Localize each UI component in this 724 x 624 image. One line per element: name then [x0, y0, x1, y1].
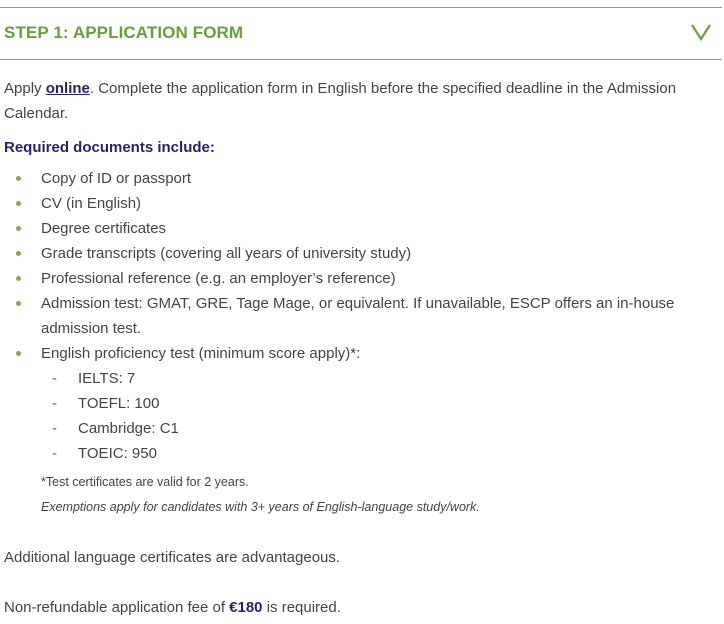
- list-item: [4, 191, 720, 216]
- additional-certificates-text: Additional language certificates are advantageous.: [4, 549, 341, 566]
- apply-online-link[interactable]: online: [45, 80, 90, 97]
- bullet-icon: [16, 301, 21, 306]
- intro-prefix: Apply: [4, 80, 46, 97]
- list-item: [4, 291, 720, 341]
- intro-suffix: . Complete the application form in English before the specified deadline in the Admission Calendar.: [4, 80, 677, 122]
- test-item: [41, 441, 720, 466]
- required-documents-heading: Required documents include:: [4, 139, 215, 156]
- english-tests-list: [41, 366, 720, 466]
- bullet-icon: [16, 276, 21, 281]
- dash-icon: -: [52, 370, 57, 387]
- chevron-down-icon[interactable]: [690, 22, 712, 42]
- test-item-text: TOEIC: 950: [78, 445, 157, 462]
- bullet-icon: [16, 226, 21, 231]
- accordion-header-step-1[interactable]: [0, 7, 722, 60]
- list-item-text: Copy of ID or passport: [41, 170, 192, 187]
- test-item-text: Cambridge: C1: [78, 420, 179, 437]
- required-documents-list: [4, 166, 720, 466]
- exemption-note: Exemptions apply for candidates with 3+ years of English-language study/work.: [41, 500, 480, 514]
- application-fee-text: [4, 595, 720, 620]
- test-item: [41, 391, 720, 416]
- validity-note: *Test certificates are valid for 2 years.: [41, 475, 249, 489]
- list-item-text: CV (in English): [41, 195, 142, 212]
- fee-suffix: is required.: [262, 599, 341, 616]
- dash-icon: -: [52, 445, 57, 462]
- list-item-text: English proficiency test (minimum score apply)*:: [41, 345, 361, 362]
- list-item-text: Grade transcripts (covering all years of university study): [41, 245, 412, 262]
- list-item: [4, 341, 720, 466]
- test-item-text: TOEFL: 100: [78, 395, 160, 412]
- fee-amount: €180: [229, 599, 263, 616]
- intro-paragraph: [4, 76, 720, 126]
- list-item-text: Professional reference (e.g. an employer’s reference): [41, 270, 396, 287]
- list-item: [4, 166, 720, 191]
- list-item: [4, 266, 720, 291]
- dash-icon: -: [52, 420, 57, 437]
- list-item-text: Admission test: GMAT, GRE, Tage Mage, or equivalent. If unavailable, ESCP offers an in-house admission test.: [41, 295, 675, 337]
- bullet-icon: [16, 176, 21, 181]
- test-item: [41, 416, 720, 441]
- test-item: [41, 366, 720, 391]
- fee-prefix: Non-refundable application fee of: [4, 599, 230, 616]
- bullet-icon: [16, 201, 21, 206]
- list-item: [4, 216, 720, 241]
- dash-icon: -: [52, 395, 57, 412]
- accordion-content: [4, 76, 720, 620]
- bullet-icon: [16, 251, 21, 256]
- list-item-text: Degree certificates: [41, 220, 167, 237]
- test-item-text: IELTS: 7: [78, 370, 136, 387]
- bullet-icon: [16, 351, 21, 356]
- accordion-title: STEP 1: APPLICATION FORM: [4, 23, 244, 42]
- list-item: [4, 241, 720, 266]
